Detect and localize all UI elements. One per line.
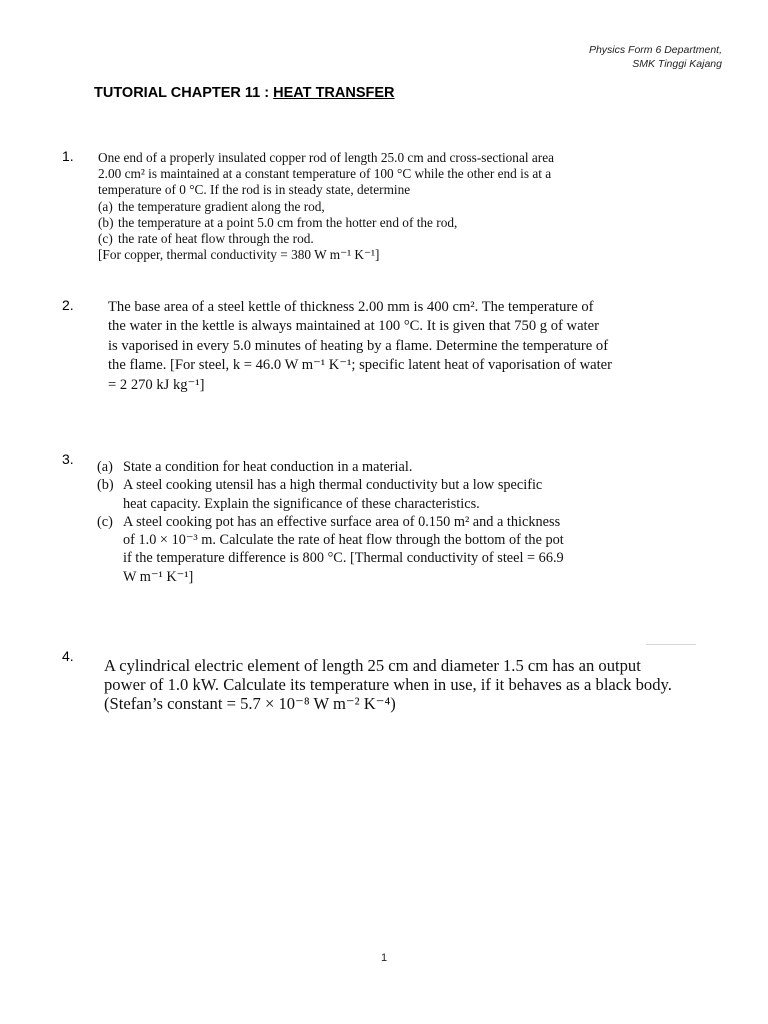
question-4-line: power of 1.0 kW. Calculate its temperature when in use, if it behaves as a black body. xyxy=(104,675,672,695)
question-3-part-a xyxy=(97,458,564,476)
part-text: State a condition for heat conduction in a material. xyxy=(123,459,413,475)
question-1 xyxy=(98,150,554,263)
question-3 xyxy=(97,458,564,586)
page-title xyxy=(94,85,395,101)
part-text: the temperature gradient along the rod, xyxy=(118,198,325,214)
part-label: (a) xyxy=(98,198,113,214)
question-2-line: = 2 270 kJ kg⁻¹] xyxy=(108,376,205,393)
question-4-line: A cylindrical electric element of length 25 cm and diameter 1.5 cm has an output xyxy=(104,656,641,675)
question-1-part-b xyxy=(98,215,554,231)
part-text-continued: heat capacity. Explain the significance of these characteristics. xyxy=(123,495,480,512)
question-4-number: 4. xyxy=(62,648,74,664)
question-2-line: the flame. [For steel, k = 46.0 W m⁻¹ K⁻¹; specific latent heat of vaporisation of water xyxy=(108,357,612,374)
header-school: SMK Tinggi Kajang xyxy=(632,58,722,70)
part-label: (b) xyxy=(97,477,114,494)
question-1-part-a xyxy=(98,199,554,215)
part-label: (b) xyxy=(98,214,114,230)
question-2-number: 2. xyxy=(62,297,74,313)
question-3-part-b xyxy=(97,476,564,494)
question-1-part-c xyxy=(98,231,554,247)
part-text-continued: if the temperature difference is 800 °C. [Thermal conductivity of steel = 66.9 xyxy=(123,550,564,567)
header-department: Physics Form 6 Department, xyxy=(588,44,722,56)
question-1-line: One end of a properly insulated copper rod of length 25.0 cm and cross-sectional area xyxy=(98,150,554,165)
question-2-line: The base area of a steel kettle of thickness 2.00 mm is 400 cm². The temperature of xyxy=(108,299,594,315)
question-4-line: (Stefan’s constant = 5.7 × 10⁻⁸ W m⁻² K⁻⁴) xyxy=(104,694,396,714)
question-1-line: temperature of 0 °C. If the rod is in steady state, determine xyxy=(98,182,411,198)
part-label: (c) xyxy=(98,231,113,247)
scan-artifact-line xyxy=(646,644,696,645)
question-2-line: is vaporised in every 5.0 minutes of heating by a flame. Determine the temperature of xyxy=(108,337,609,354)
part-label: (c) xyxy=(97,513,113,530)
part-text-continued: of 1.0 × 10⁻³ m. Calculate the rate of heat flow through the bottom of the pot xyxy=(123,532,564,549)
document-header xyxy=(589,43,722,71)
part-text: the temperature at a point 5.0 cm from the hotter end of the rod, xyxy=(118,214,458,230)
question-2 xyxy=(108,298,612,395)
question-2-line: the water in the kettle is always maintained at 100 °C. It is given that 750 g of water xyxy=(108,318,599,335)
part-text: the rate of heat flow through the rod. xyxy=(118,231,314,247)
title-prefix: TUTORIAL CHAPTER 11 : xyxy=(94,85,274,101)
part-text: A steel cooking utensil has a high thermal conductivity but a low specific xyxy=(123,477,543,494)
page-number: 1 xyxy=(380,952,388,964)
question-3-number: 3. xyxy=(62,451,74,467)
title-topic: HEAT TRANSFER xyxy=(273,85,395,101)
question-1-line: 2.00 cm² is maintained at a constant temperature of 100 °C while the other end is at a xyxy=(98,166,552,182)
part-text-continued: W m⁻¹ K⁻¹] xyxy=(123,568,194,585)
question-1-note: [For copper, thermal conductivity = 380 W m⁻¹ K⁻¹] xyxy=(98,247,380,263)
question-1-number: 1. xyxy=(62,148,74,164)
part-text: A steel cooking pot has an effective surface area of 0.150 m² and a thickness xyxy=(123,513,561,530)
question-4 xyxy=(104,656,672,714)
part-label: (a) xyxy=(97,459,113,475)
question-3-part-c xyxy=(97,513,564,531)
